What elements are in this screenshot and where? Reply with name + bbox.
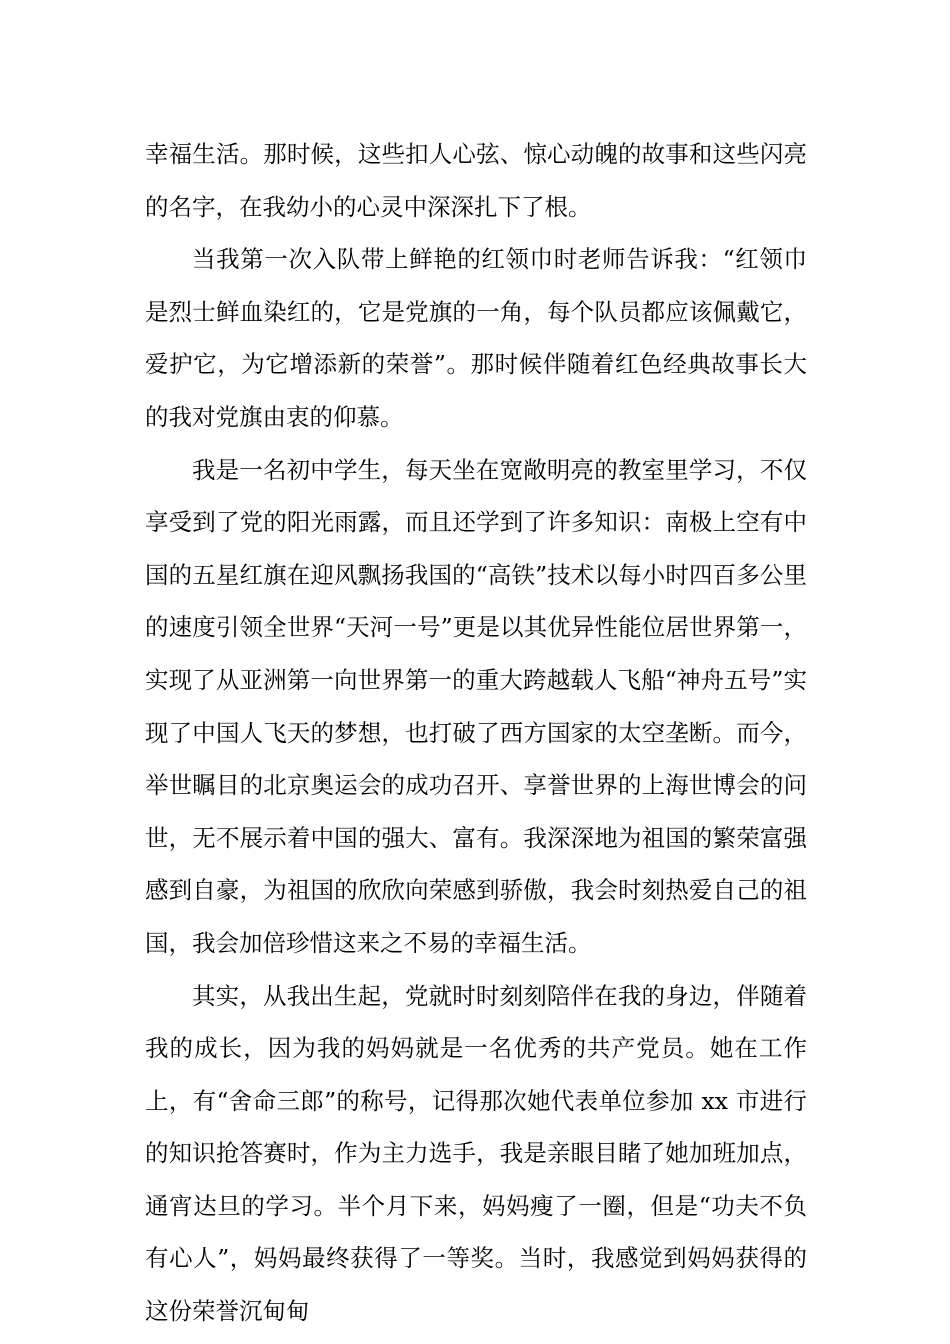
paragraph-continuation: 幸福生活。那时候，这些扣人心弦、惊心动魄的故事和这些闪亮的名字，在我幼小的心灵中深深扎下了根。 (145, 140, 807, 221)
paragraph-red-scarf: 当我第一次入队带上鲜艳的红领巾时老师告诉我：“红领巾是烈士鲜血染红的，它是党旗的一角，每个队员都应该佩戴它，爱护它，为它增添新的荣誉”。那时候伴随着红色经典故事长大的我对党旗由衷的仰慕。 (145, 245, 807, 431)
paragraph-mother-party-member: 其实，从我出生起，党就时时刻刻陪伴在我的身边，伴随着我的成长，因为我的妈妈就是一名优秀的共产党员。她在工作上，有“舍命三郎”的称号，记得那次她代表单位参加 xx 市进行的知识抢答赛时，作为主力选手，我是亲眼目睹了她加班加点，通宵达旦的学习。半个月下来，妈妈瘦了一圈，但是“功夫不负有心人”，妈妈最终获得了一等奖。当时，我感觉到妈妈获得的这份荣誉沉甸甸 (145, 981, 807, 1326)
document-body (145, 128, 807, 1338)
paragraph-student-achievements: 我是一名初中学生，每天坐在宽敞明亮的教室里学习，不仅享受到了党的阳光雨露，而且还学到了许多知识：南极上空有中国的五星红旗在迎风飘扬我国的“高铁”技术以每小时四百多公里的速度引领全世界“天河一号”更是以其优异性能位居世界第一，实现了从亚洲第一向世界第一的重大跨越载人飞船“神舟五号”实现了中国人飞天的梦想，也打破了西方国家的太空垄断。而今，举世瞩目的北京奥运会的成功召开、享誉世界的上海世博会的问世，无不展示着中国的强大、富有。我深深地为祖国的繁荣富强感到自豪，为祖国的欣欣向荣感到骄傲，我会时刻热爱自己的祖国，我会加倍珍惜这来之不易的幸福生活。 (145, 455, 807, 957)
